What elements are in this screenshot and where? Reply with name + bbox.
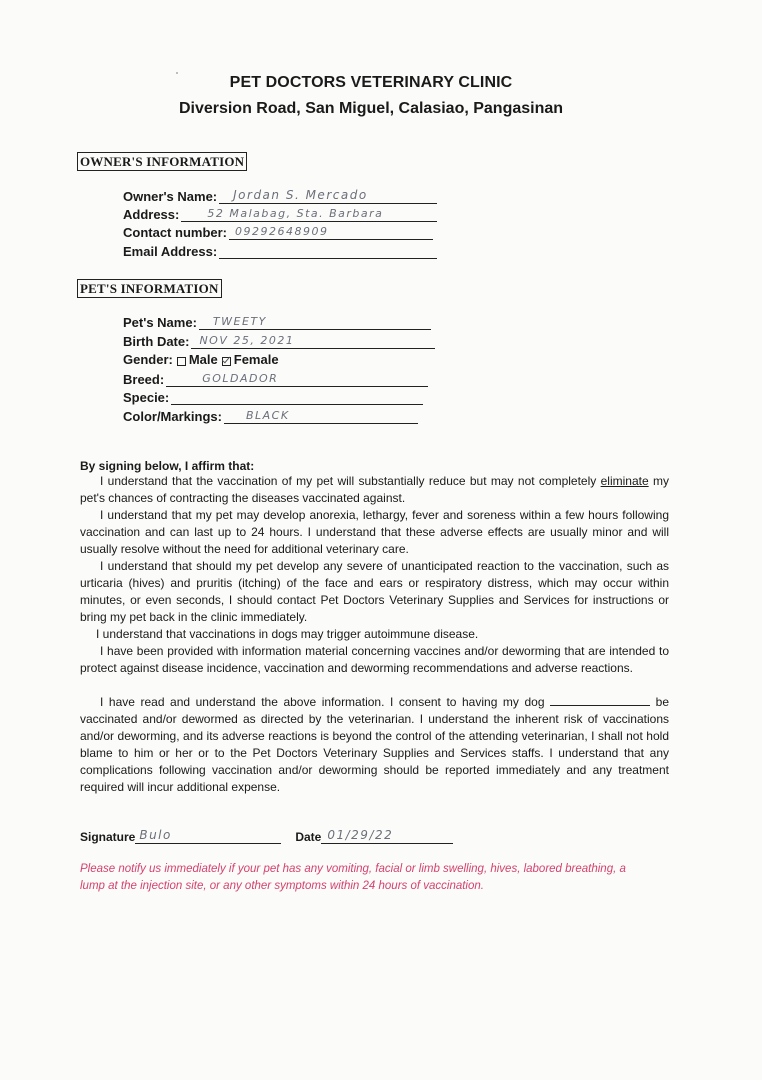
pet-name-line[interactable] [199, 314, 431, 330]
pet-gender-label: Gender: [123, 352, 173, 367]
pet-birth-value: NOV 25, 2021 [199, 334, 295, 347]
signature-label: Signature [80, 830, 136, 844]
date-label: Date [295, 830, 322, 844]
pet-name-field [123, 314, 431, 330]
pet-specie-field [123, 389, 423, 405]
p2-text: I understand that my pet may develop anorexia, lethargy, fever and soreness within a few hours following vaccination and can last up to 24 hours. I understand that these adverse effects are usually minor and will usually resolve without the need for additional veterinary care. [80, 508, 669, 556]
p6-text-post: be vaccinated and/or dewormed as directed by the veterinarian. I understand the inherent risk of vaccinations and/or deworming, and its adverse reactions is beyond the control of the attending veterinarian, I shall not hold blame to him or her or to the Pet Doctors Veterinary Supplies and Services staffs. I understand that any complications following vaccination and/or deworming should be reported immediately and any treatment required will incur additional expense. [80, 695, 669, 794]
pet-color-label: Color/Markings: [123, 409, 222, 424]
owner-contact-label: Contact number: [123, 225, 227, 240]
owner-email-line[interactable] [219, 243, 437, 259]
gender-male-label: Male [188, 352, 218, 367]
gender-female-label: Female [233, 352, 279, 367]
pet-section-title: PET'S INFORMATION [77, 279, 222, 298]
paper-speck [176, 72, 178, 74]
owner-address-line[interactable] [181, 206, 437, 222]
pet-breed-field [123, 371, 428, 387]
pet-breed-label: Breed: [123, 372, 165, 387]
owner-contact-value: 09292648909 [235, 225, 329, 238]
affirmation-paragraph-5 [80, 643, 669, 677]
pet-birth-line[interactable] [191, 333, 435, 349]
date-value: 01/29/22 [327, 828, 394, 842]
affirmation-paragraph-3 [80, 558, 669, 626]
post-vaccination-notice: Please notify us immediately if your pet has any vomiting, facial or limb swelling, hives, labored breathing, a lump at the injection site, or any other symptoms within 24 hours of vaccination. [80, 863, 626, 892]
gender-female-checkbox[interactable] [222, 357, 231, 366]
owner-contact-field [123, 224, 433, 240]
p1-underlined-word: eliminate [600, 474, 649, 488]
pet-breed-value: GOLDADOR [202, 372, 279, 385]
affirmation-paragraph-6 [80, 694, 669, 796]
signature-value: Bulo [139, 828, 172, 842]
p4-text: I understand that vaccinations in dogs may trigger autoimmune disease. [96, 627, 479, 641]
pet-breed-line[interactable] [166, 371, 428, 387]
p5-text: I have been provided with information material concerning vaccines and/or deworming that are intended to protect against disease incidence, vaccination and deworming recommendations and adverse reactions. [80, 644, 669, 675]
pet-color-line[interactable] [224, 408, 418, 424]
owner-address-label: Address: [123, 207, 180, 222]
pet-specie-line[interactable] [171, 389, 423, 405]
pet-birth-label: Birth Date: [123, 334, 190, 349]
p1-text-pre: I understand that the vaccination of my pet will substantially reduce but may not completely [100, 474, 597, 488]
owner-email-field [123, 243, 437, 259]
owner-name-value: Jordan S. Mercado [233, 188, 368, 202]
affirmation-paragraph-2 [80, 507, 669, 558]
owner-section-title: OWNER'S INFORMATION [77, 152, 247, 171]
dog-name-blank[interactable] [550, 695, 650, 706]
p3-text: I understand that should my pet develop any severe of unanticipated reaction to the vaccination, such as urticaria (hives) and pruritis (itching) of the face and ears or respiratory distress, which may occur within minutes, or even seconds, I should contact Pet Doctors Veterinary Supplies and Services for instructions or bring my pet back in the clinic immediately. [80, 559, 669, 624]
pet-specie-label: Specie: [123, 390, 170, 405]
pet-gender-field [123, 352, 279, 367]
pet-birth-field [123, 333, 435, 349]
owner-contact-line[interactable] [229, 224, 433, 240]
gender-male-checkbox[interactable] [177, 357, 186, 366]
owner-address-field [123, 206, 437, 222]
owner-address-value: 52 Malabag, Sta. Barbara [207, 207, 384, 220]
pet-name-value: TWEETY [212, 315, 267, 328]
signature-line[interactable] [135, 828, 281, 844]
owner-name-label: Owner's Name: [123, 189, 218, 204]
pet-name-label: Pet's Name: [123, 315, 197, 330]
p6-text-pre: I have read and understand the above information. I consent to having my dog [100, 695, 545, 709]
pet-color-value: BLACK [245, 409, 290, 422]
affirmation-heading: By signing below, I affirm that: [80, 459, 255, 473]
p1-text-post: my pet's chances of contracting the diseases vaccinated against. [80, 474, 669, 505]
owner-name-line[interactable] [219, 188, 437, 204]
owner-email-label: Email Address: [123, 244, 218, 259]
owner-name-field [123, 188, 437, 204]
signature-row [80, 828, 453, 844]
date-line[interactable] [321, 828, 453, 844]
clinic-name: PET DOCTORS VETERINARY CLINIC [229, 74, 513, 91]
affirmation-paragraph-4 [80, 626, 669, 643]
clinic-address: Diversion Road, San Miguel, Calasiao, Pangasinan [178, 100, 564, 117]
pet-color-field [123, 408, 418, 424]
affirmation-paragraph-1 [80, 473, 669, 507]
